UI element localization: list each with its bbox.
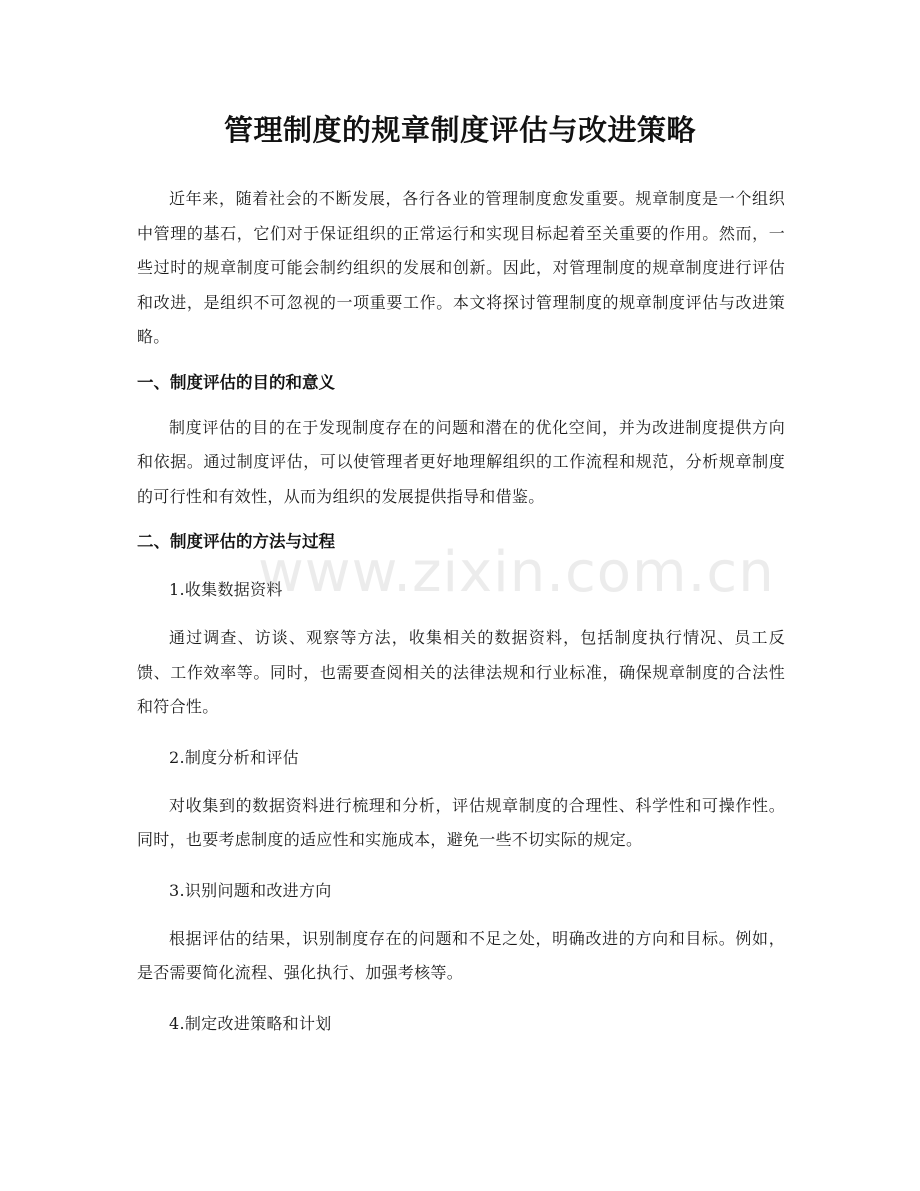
section-heading-method: 二、制度评估的方法与过程 [137,532,335,551]
step-collect-paragraph: 通过调查、访谈、观察等方法，收集相关的数据资料，包括制度执行情况、员工反馈、工作效率等。同时，也需要查阅相关的法律法规和行业标准，确保规章制度的合法性和符合性。 [137,628,785,716]
step-title-plan: 4.制定改进策略和计划 [169,1013,332,1033]
section-heading-purpose: 一、制度评估的目的和意义 [137,372,335,392]
intro-paragraph: 近年来，随着社会的不断发展，各行各业的管理制度愈发重要。规章制度是一个组织中管理的基石，它们对于保证组织的正常运行和实现目标起着至关重要的作用。然而，一些过时的规章制度可能会制约组织的发展和创新。因此，对管理制度的规章制度进行评估和改进，是组织不可忽视的一项重要工作。本文将探讨管理制度的规章制度评估与改进策略。 [137,189,785,346]
step-analysis-paragraph: 对收集到的数据资料进行梳理和分析，评估规章制度的合理性、科学性和可操作性。同时，也要考虑制度的适应性和实施成本，避免一些不切实际的规定。 [137,795,785,849]
step-title-identify: 3.识别问题和改进方向 [169,880,332,900]
step-identify-paragraph: 根据评估的结果，识别制度存在的问题和不足之处，明确改进的方向和目标。例如，是否需要简化流程、强化执行、加强考核等。 [137,928,785,982]
document-title: 管理制度的规章制度评估与改进策略 [223,113,696,147]
document-body [137,182,785,1041]
watermark-text: www.zixin.com.cn [258,540,775,605]
step-title-analysis: 2.制度分析和评估 [169,747,299,767]
section-purpose-paragraph: 制度评估的目的在于发现制度存在的问题和潜在的优化空间，并为改进制度提供方向和依据。通过制度评估，可以使管理者更好地理解组织的工作流程和规范，分析规章制度的可行性和有效性，从而为组织的发展提供指导和借鉴。 [137,417,785,506]
step-title-collect: 1.收集数据资料 [169,580,283,599]
